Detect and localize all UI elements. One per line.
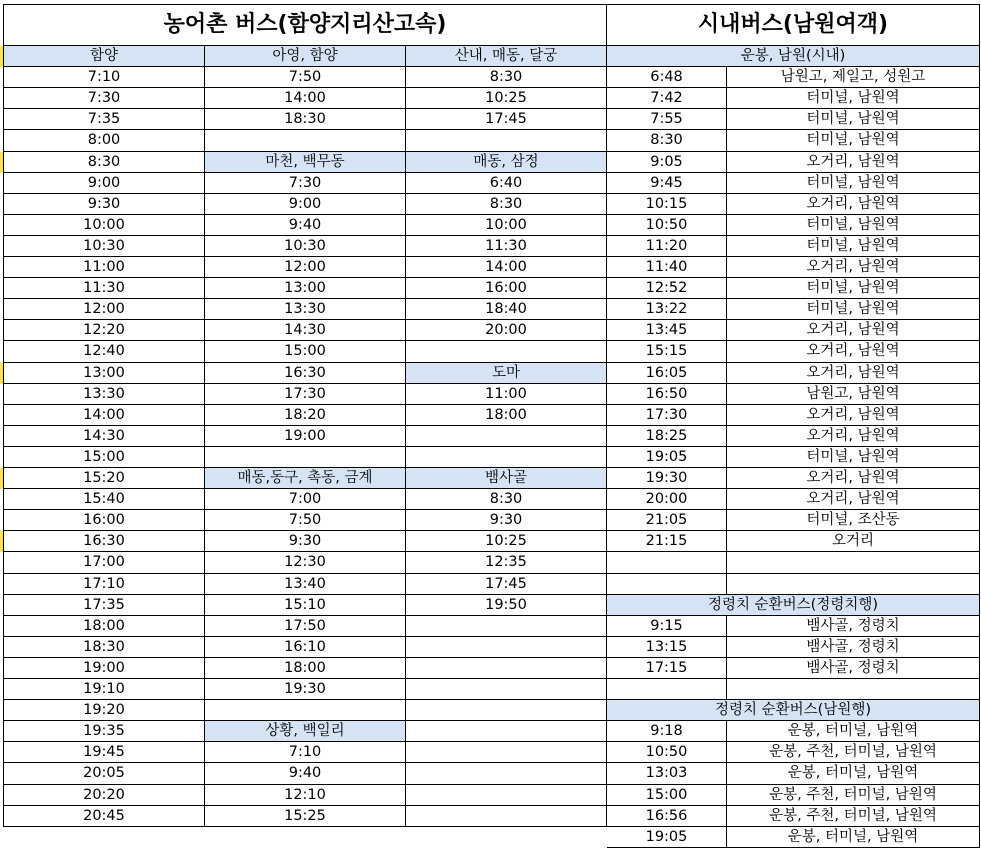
hamyang-header: 함양 <box>3 46 205 67</box>
col-b-time: 9:30 <box>205 531 406 552</box>
empty-cell <box>727 574 980 595</box>
col-b-time: 10:30 <box>205 236 406 257</box>
col-b-time: 12:00 <box>205 257 406 278</box>
row-highlight-marker <box>0 46 3 67</box>
city-route: 터미널, 남원역 <box>727 130 980 152</box>
col-b-time: 13:40 <box>205 574 406 595</box>
hamyang-time: 18:00 <box>3 616 205 637</box>
col-b-time: 15:25 <box>205 806 406 827</box>
hamyang-time: 9:00 <box>3 173 205 194</box>
city-route: 오거리, 남원역 <box>727 489 980 510</box>
empty-cell <box>406 742 607 763</box>
empty-cell <box>406 785 607 806</box>
city-time: 13:45 <box>607 320 727 341</box>
hamyang-time: 18:30 <box>3 637 205 658</box>
hamyang-time: 13:30 <box>3 384 205 405</box>
city-route: 운봉, 주천, 터미널, 남원역 <box>727 806 980 827</box>
city-route: 뱀사골, 정령치 <box>727 616 980 637</box>
col-b-time: 9:40 <box>205 215 406 236</box>
col-c-time: 10:00 <box>406 215 607 236</box>
col-b-time: 12:30 <box>205 552 406 574</box>
city-section-header: 정령치 순환버스(남원행) <box>607 700 980 721</box>
empty-cell <box>205 700 406 721</box>
col-c-time: 8:30 <box>406 67 607 88</box>
col-c-time: 16:00 <box>406 278 607 299</box>
empty-cell <box>205 130 406 152</box>
city-route: 오거리, 남원역 <box>727 320 980 341</box>
city-time: 9:18 <box>607 721 727 742</box>
city-time: 7:55 <box>607 109 727 130</box>
hamyang-time: 15:00 <box>3 447 205 468</box>
col-c-time: 10:25 <box>406 531 607 552</box>
col-b-time: 7:10 <box>205 742 406 763</box>
col-b-time: 16:30 <box>205 363 406 384</box>
empty-cell <box>607 552 727 574</box>
hamyang-time: 17:00 <box>3 552 205 574</box>
col-b-block-header: 아영, 함양 <box>205 46 406 67</box>
col-c-time: 8:30 <box>406 489 607 510</box>
col-c-time: 14:00 <box>406 257 607 278</box>
city-route: 오거리 <box>727 531 980 552</box>
row-highlight-marker <box>0 531 3 552</box>
city-time: 13:15 <box>607 637 727 658</box>
city-route: 남원고, 제일고, 성원고 <box>727 67 980 88</box>
hamyang-time: 7:10 <box>3 67 205 88</box>
col-b-time: 7:50 <box>205 510 406 531</box>
city-time: 17:30 <box>607 405 727 426</box>
city-section-header: 운봉, 남원(시내) <box>607 46 980 67</box>
city-time: 13:03 <box>607 763 727 785</box>
col-c-block-header: 산내, 매동, 달궁 <box>406 46 607 67</box>
hamyang-time: 10:00 <box>3 215 205 236</box>
empty-cell <box>406 616 607 637</box>
city-time: 19:05 <box>607 447 727 468</box>
city-time: 19:30 <box>607 468 727 489</box>
city-route: 터미널, 남원역 <box>727 236 980 257</box>
col-c-time: 18:40 <box>406 299 607 320</box>
city-time: 16:56 <box>607 806 727 827</box>
col-c-time: 10:25 <box>406 88 607 109</box>
col-b-time: 15:10 <box>205 595 406 616</box>
hamyang-time: 20:05 <box>3 763 205 785</box>
col-c-time: 17:45 <box>406 109 607 130</box>
city-section-header: 정령치 순환버스(정령치행) <box>607 595 980 616</box>
empty-cell <box>406 679 607 700</box>
city-route: 뱀사골, 정령치 <box>727 637 980 658</box>
city-time: 15:15 <box>607 341 727 363</box>
col-b-time: 18:30 <box>205 109 406 130</box>
city-route: 운봉, 주천, 터미널, 남원역 <box>727 785 980 806</box>
col-b-block-header: 상황, 백일리 <box>205 721 406 742</box>
hamyang-time: 19:10 <box>3 679 205 700</box>
city-time: 12:52 <box>607 278 727 299</box>
city-time: 9:45 <box>607 173 727 194</box>
hamyang-time: 14:30 <box>3 426 205 447</box>
col-c-time: 11:00 <box>406 384 607 405</box>
col-b-time: 17:50 <box>205 616 406 637</box>
row-highlight-marker <box>0 152 3 173</box>
hamyang-time: 12:20 <box>3 320 205 341</box>
empty-cell <box>406 658 607 679</box>
col-c-block-header: 뱀사골 <box>406 468 607 489</box>
col-b-block-header: 매동,동구, 촉동, 금계 <box>205 468 406 489</box>
city-time: 15:00 <box>607 785 727 806</box>
city-route: 남원고, 남원역 <box>727 384 980 405</box>
city-bus-title: 시내버스(남원여객) <box>607 4 980 46</box>
hamyang-time: 12:00 <box>3 299 205 320</box>
empty-cell <box>406 806 607 827</box>
hamyang-time: 8:00 <box>3 130 205 152</box>
city-time: 18:25 <box>607 426 727 447</box>
city-route: 운봉, 터미널, 남원역 <box>727 827 980 848</box>
hamyang-time: 19:20 <box>3 700 205 721</box>
city-time: 21:15 <box>607 531 727 552</box>
hamyang-time: 14:00 <box>3 405 205 426</box>
hamyang-time: 8:30 <box>3 152 205 173</box>
city-route: 오거리, 남원역 <box>727 405 980 426</box>
hamyang-time: 16:30 <box>3 531 205 552</box>
city-route: 터미널, 남원역 <box>727 215 980 236</box>
hamyang-time: 20:45 <box>3 806 205 827</box>
col-c-time: 6:40 <box>406 173 607 194</box>
rural-bus-title: 농어촌 버스(함양지리산고속) <box>3 4 607 46</box>
col-b-time: 9:00 <box>205 194 406 215</box>
city-time: 8:30 <box>607 130 727 152</box>
hamyang-time: 17:10 <box>3 574 205 595</box>
empty-cell <box>607 574 727 595</box>
hamyang-time: 19:00 <box>3 658 205 679</box>
hamyang-time: 7:35 <box>3 109 205 130</box>
col-b-time: 7:50 <box>205 67 406 88</box>
empty-cell <box>406 763 607 785</box>
col-b-time: 12:10 <box>205 785 406 806</box>
hamyang-time: 12:40 <box>3 341 205 363</box>
col-b-time: 9:40 <box>205 763 406 785</box>
col-b-time: 17:30 <box>205 384 406 405</box>
city-route: 오거리, 남원역 <box>727 426 980 447</box>
hamyang-time: 11:30 <box>3 278 205 299</box>
city-time: 10:50 <box>607 742 727 763</box>
city-time: 7:42 <box>607 88 727 109</box>
city-time: 9:15 <box>607 616 727 637</box>
city-route: 터미널, 남원역 <box>727 278 980 299</box>
city-route: 터미널, 남원역 <box>727 109 980 130</box>
empty-cell <box>406 721 607 742</box>
city-route: 운봉, 주천, 터미널, 남원역 <box>727 742 980 763</box>
empty-cell <box>406 637 607 658</box>
col-b-time: 18:00 <box>205 658 406 679</box>
col-c-block-header: 도마 <box>406 363 607 384</box>
city-time: 10:15 <box>607 194 727 215</box>
col-b-time: 19:00 <box>205 426 406 447</box>
city-time: 16:05 <box>607 363 727 384</box>
city-route: 오거리, 남원역 <box>727 152 980 173</box>
col-b-time: 7:00 <box>205 489 406 510</box>
hamyang-time: 19:45 <box>3 742 205 763</box>
empty-cell <box>406 130 607 152</box>
col-b-time: 15:00 <box>205 341 406 363</box>
col-b-time: 13:00 <box>205 278 406 299</box>
city-route: 오거리, 남원역 <box>727 257 980 278</box>
col-b-time: 13:30 <box>205 299 406 320</box>
col-c-time: 18:00 <box>406 405 607 426</box>
row-highlight-marker <box>0 363 3 384</box>
city-route: 터미널, 남원역 <box>727 299 980 320</box>
city-time: 21:05 <box>607 510 727 531</box>
empty-cell <box>607 679 727 700</box>
empty-cell <box>406 700 607 721</box>
col-b-time: 14:30 <box>205 320 406 341</box>
city-time: 9:05 <box>607 152 727 173</box>
empty-cell <box>406 426 607 447</box>
col-b-time: 7:30 <box>205 173 406 194</box>
hamyang-time: 16:00 <box>3 510 205 531</box>
hamyang-time: 7:30 <box>3 88 205 109</box>
city-route: 오거리, 남원역 <box>727 194 980 215</box>
city-time: 20:00 <box>607 489 727 510</box>
hamyang-time: 17:35 <box>3 595 205 616</box>
city-time: 6:48 <box>607 67 727 88</box>
city-route: 오거리, 남원역 <box>727 341 980 363</box>
city-route: 뱀사골, 정령치 <box>727 658 980 679</box>
col-b-time: 19:30 <box>205 679 406 700</box>
city-time: 11:20 <box>607 236 727 257</box>
col-b-time: 14:00 <box>205 88 406 109</box>
city-time: 13:22 <box>607 299 727 320</box>
col-c-time: 19:50 <box>406 595 607 616</box>
city-route: 터미널, 남원역 <box>727 88 980 109</box>
col-c-block-header: 매동, 삼정 <box>406 152 607 173</box>
hamyang-time: 15:40 <box>3 489 205 510</box>
col-c-time: 17:45 <box>406 574 607 595</box>
city-time: 11:40 <box>607 257 727 278</box>
empty-cell <box>205 447 406 468</box>
city-route: 터미널, 남원역 <box>727 447 980 468</box>
city-route: 오거리, 남원역 <box>727 363 980 384</box>
hamyang-time: 11:00 <box>3 257 205 278</box>
city-route: 오거리, 남원역 <box>727 468 980 489</box>
hamyang-time: 9:30 <box>3 194 205 215</box>
city-route: 운봉, 터미널, 남원역 <box>727 763 980 785</box>
col-c-time: 11:30 <box>406 236 607 257</box>
hamyang-time: 20:20 <box>3 785 205 806</box>
empty-cell <box>727 552 980 574</box>
col-b-block-header: 마천, 백무동 <box>205 152 406 173</box>
col-b-time: 16:10 <box>205 637 406 658</box>
city-route: 운봉, 터미널, 남원역 <box>727 721 980 742</box>
city-time: 17:15 <box>607 658 727 679</box>
col-c-time: 8:30 <box>406 194 607 215</box>
row-highlight-marker <box>0 468 3 489</box>
hamyang-time: 10:30 <box>3 236 205 257</box>
city-time: 19:05 <box>607 827 727 848</box>
city-time: 16:50 <box>607 384 727 405</box>
city-time: 10:50 <box>607 215 727 236</box>
city-route: 터미널, 조산동 <box>727 510 980 531</box>
col-c-time: 20:00 <box>406 320 607 341</box>
hamyang-time: 15:20 <box>3 468 205 489</box>
col-b-time: 18:20 <box>205 405 406 426</box>
empty-cell <box>406 341 607 363</box>
city-route: 터미널, 남원역 <box>727 173 980 194</box>
col-c-time: 9:30 <box>406 510 607 531</box>
empty-cell <box>406 447 607 468</box>
hamyang-time: 19:35 <box>3 721 205 742</box>
empty-cell <box>727 679 980 700</box>
hamyang-time: 13:00 <box>3 363 205 384</box>
col-c-time: 12:35 <box>406 552 607 574</box>
